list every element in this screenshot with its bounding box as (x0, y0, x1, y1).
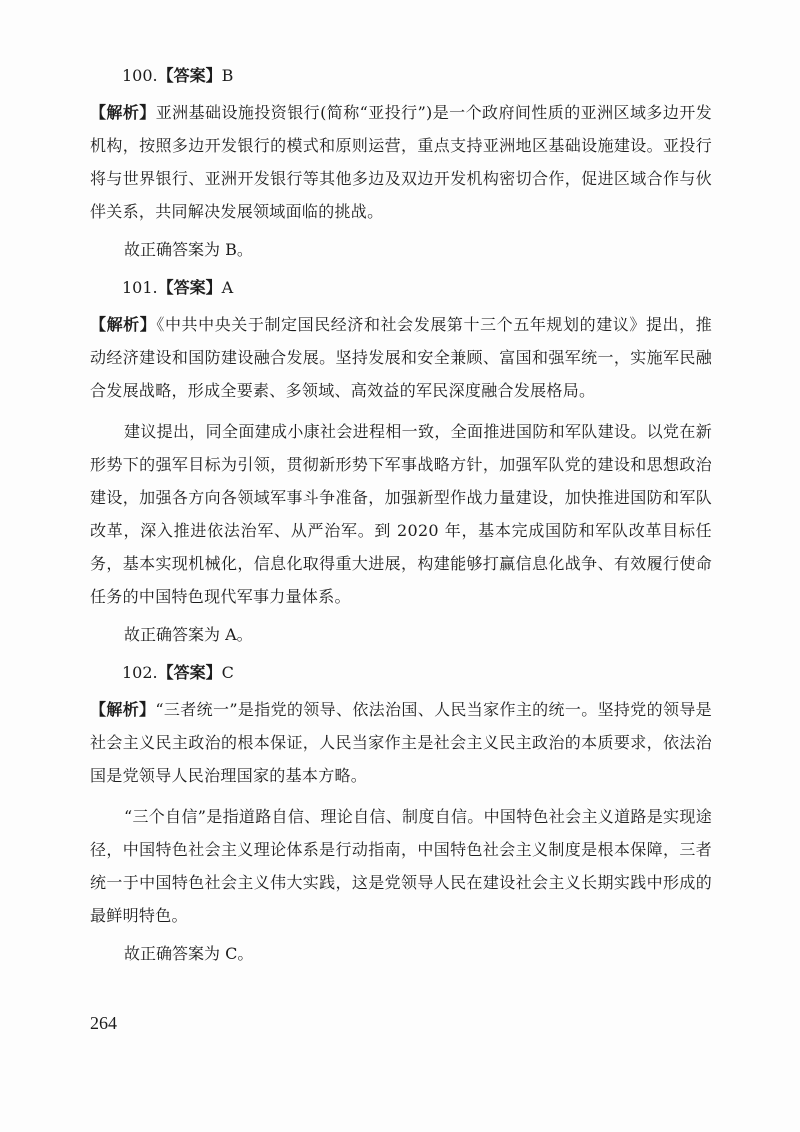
answer-number: 101. (122, 278, 158, 297)
analysis-tag: 【解析】 (90, 103, 156, 122)
answer-block-101 (90, 274, 712, 649)
analysis-paragraph (90, 800, 712, 932)
conclusion: 故正确答案为 B。 (124, 240, 253, 259)
answer-line (90, 274, 712, 302)
analysis-paragraph (90, 96, 712, 228)
analysis-text: 建议提出，同全面建成小康社会进程相一致，全面推进国防和军队建设。以党在新形势下的强军目标为引领，贯彻新形势下军事战略方针，加强军队党的建设和思想政治建设，加强各方向各领域军事斗争准备，加强新型作战力量建设，加快推进国防和军队改革，深入推进依法治军、从严治军。到 2020 年，基本完成国防和军队改革目标任务，基本实现机械化，信息化取得重大进展，构建能够打赢信息化战争、有效履行使命任务的中国特色现代军事力量体系。 (90, 422, 712, 606)
answer-value: A (221, 278, 234, 297)
analysis-tag: 【解析】 (90, 315, 157, 334)
answer-tag: 【答案】 (157, 66, 222, 85)
answer-tag: 【答案】 (157, 663, 222, 682)
answer-block-100 (90, 62, 712, 264)
analysis-tag: 【解析】 (90, 700, 156, 719)
page-content (90, 62, 712, 978)
answer-value: B (221, 66, 234, 85)
answer-value: C (221, 663, 234, 682)
conclusion: 故正确答案为 C。 (124, 944, 254, 963)
analysis-paragraph (90, 308, 712, 407)
analysis-paragraph (90, 693, 712, 792)
answer-number: 102. (122, 663, 158, 682)
analysis-text: 《中共中央关于制定国民经济和社会发展第十三个五年规划的建议》提出，推动经济建设和国防建设融合发展。坚持发展和安全兼顾、富国和强军统一，实施军民融合发展战略，形成全要素、多领域、高效益的军民深度融合发展格局。 (90, 315, 713, 400)
answer-block-102 (90, 659, 712, 968)
analysis-text: 亚洲基础设施投资银行(简称“亚投行”)是一个政府间性质的亚洲区域多边开发机构，按照多边开发银行的模式和原则运营，重点支持亚洲地区基础设施建设。亚投行将与世界银行、亚洲开发银行等其他多边及双边开发机构密切合作，促进区域合作与伙伴关系，共同解决发展领域面临的挑战。 (90, 103, 712, 221)
analysis-text: “三个自信”是指道路自信、理论自信、制度自信。中国特色社会主义道路是实现途径，中国特色社会主义理论体系是行动指南，中国特色社会主义制度是根本保障，三者统一于中国特色社会主义伟大实践，这是党领导人民在建设社会主义长期实践中形成的最鲜明特色。 (90, 807, 712, 925)
answer-number: 100. (122, 66, 158, 85)
conclusion: 故正确答案为 A。 (124, 625, 253, 644)
answer-tag: 【答案】 (157, 278, 222, 297)
answer-line (90, 659, 712, 687)
analysis-paragraph (90, 415, 712, 613)
page-number: 264 (90, 1013, 117, 1033)
answer-line (90, 62, 712, 90)
analysis-text: “三者统一”是指党的领导、依法治国、人民当家作主的统一。坚持党的领导是社会主义民主政治的根本保证，人民当家作主是社会主义民主政治的本质要求，依法治国是党领导人民治理国家的基本方略。 (90, 700, 712, 785)
